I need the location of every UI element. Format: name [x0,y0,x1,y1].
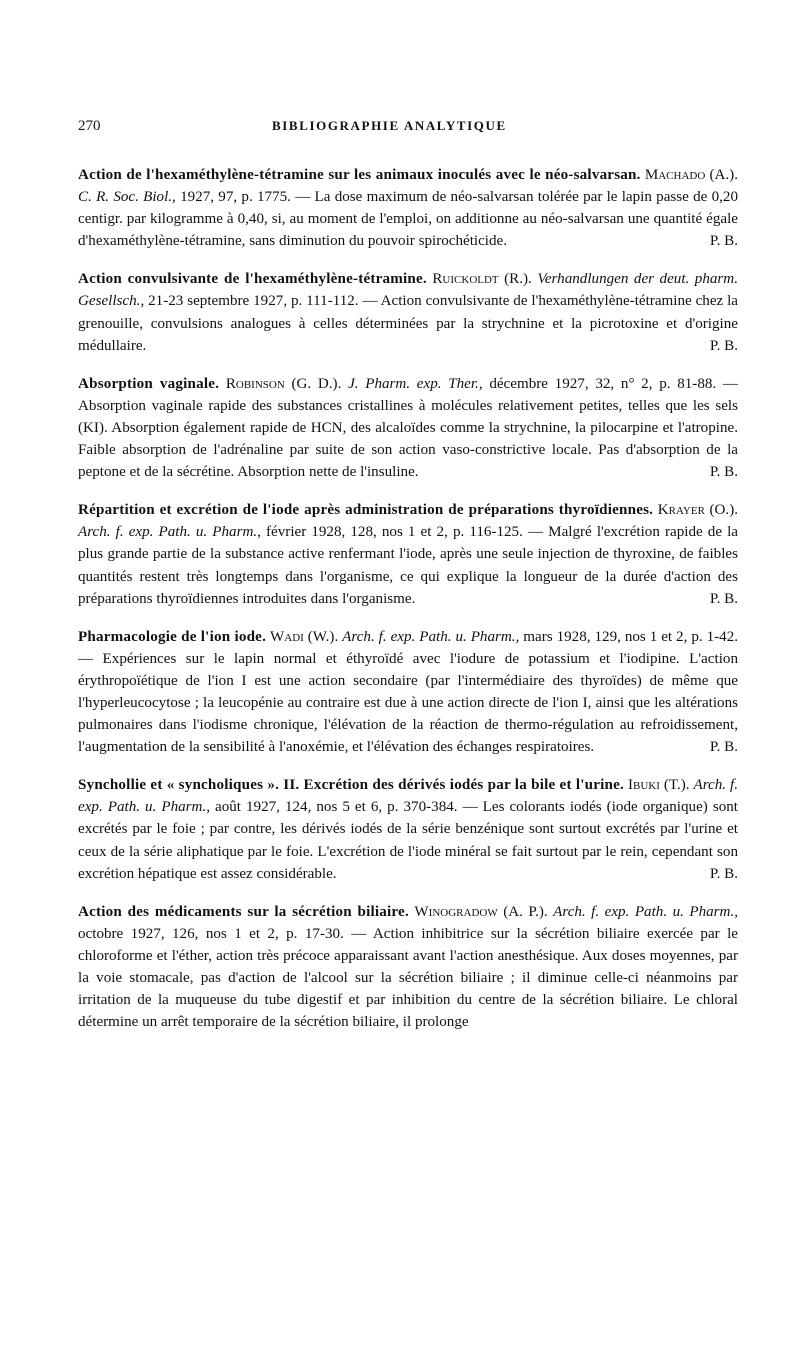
entry-journal: Arch. f. exp. Path. u. Pharm., [78,777,738,816]
entry-body: — Action convulsivante de l'hexaméthylène-tétramine chez la grenouille, convulsions analogues à celles déterminées par la strychnine et la picrotoxine et d'origine médullaire. [78,293,739,354]
entry-journal: J. Pharm. exp. Ther., [348,375,483,392]
entry-citation: août 1927, 124, nos 5 et 6, p. 370-384. [215,799,458,816]
entry-journal: C. R. Soc. Biol., [78,189,176,206]
entry-title: Action de l'hexaméthylène-tétramine sur les animaux inoculés avec le néo-salvarsan. [78,167,641,183]
bibliography-entry [78,626,738,759]
entry-title: Synchollie et « syncholiques ». II. Excrétion des dérivés iodés par la bile et l'urine. [78,777,624,794]
entry-signature: P. B. [709,464,738,481]
entry-body: — Malgré l'excrétion rapide de la plus grande partie de la substance active renfermant l'iode, après une seule injection de thyroxine, de faibles quantités restent très longtemps dans l'organisme, ce qui explique la longueur de la durée d'action des préparations thyroïdiennes introduites dans l'organisme. [78,524,738,607]
entry-author: Robinson (G. D.). [225,375,342,392]
bibliography-entry [78,499,738,609]
entry-signature: P. B. [709,865,738,882]
entry-signature: P. B. [709,337,738,354]
entry-citation: mars 1928, 129, nos 1 et 2, p. 1-42. [523,628,739,645]
entry-body: — Absorption vaginale rapide des substances cristallines à molécules relativement petites, telles que les sels (KI). Absorption également rapide de HCN, des alcaloïdes comme la strychnine, la pilocarpine et l'atropine. Faible absorption de l'adrénaline par suite de son action vaso-constrictive locale. Pas d'absorption de la peptone et de la sécrétine. Absorption nette de l'insuline. [78,375,738,481]
entry-author: Machado (A.). [644,167,738,183]
entry-title: Absorption vaginale. [78,375,220,392]
entry-signature: P. B. [709,739,738,756]
bibliography-entry [78,373,738,483]
entry-journal: Arch. f. exp. Path. u. Pharm., [342,628,520,645]
entry-author: Winogradow (A. P.). [414,903,548,920]
entry-author: Wadi (W.). [270,628,339,645]
bibliography-entry [78,164,738,252]
page-header [78,118,738,148]
entry-citation: octobre 1927, 126, nos 1 et 2, p. 17-30. [78,925,344,942]
entry-author: Ibuki (T.). [627,777,690,794]
bibliography-entry [78,901,738,1034]
entry-citation: décembre 1927, 32, n° 2, p. 81-88. [489,375,717,392]
entry-citation: février 1928, 128, nos 1 et 2, p. 116-125. [266,524,523,541]
entry-author: Ruickoldt (R.). [432,271,532,288]
entry-title: Répartition et excrétion de l'iode après administration de préparations thyroïdiennes. [78,502,654,519]
entry-title: Action des médicaments sur la sécrétion biliaire. [78,903,409,920]
entry-citation: 21-23 septembre 1927, p. 111-112. [148,293,359,310]
entry-body: — Expériences sur le lapin normal et éthyroïdé avec l'iodure de potassium et l'iodipine. L'action érythropoïétique de l'ion I est une action secondaire (par l'intermédiaire des thyroïdes) de même que l'hyperleucocytose ; la leucopénie au contraire est due à une action directe de l'ion I, ainsi que les altérations pulmonaires dans l'iodisme chronique, l'élévation de la réaction de thermo-régulation au refroidissement, l'augmentation de la sensibilité à l'anoxémie, et l'élévation des échanges respiratoires. [78,650,738,756]
entry-signature: P. B. [709,590,738,607]
running-title: BIBLIOGRAPHIE ANALYTIQUE [272,118,507,133]
entry-body: — Les colorants iodés (iode organique) sont excrétés par le foie ; par contre, les dérivés iodés de la série benzénique sont surtout excrétés par l'urine et ceux de la série aliphatique par le foie. L'excrétion de l'iode minéral se fait surtout par le rein, cependant son excrétion hépatique est assez considérable. [78,799,738,882]
entry-body: — Action inhibitrice sur la sécrétion biliaire exercée par le chloroforme et l'éther, action très précoce apparaissant avant l'action anesthésique. Aux doses moyennes, par la voie stomacale, pas d'action de l'alcool sur la sécrétion biliaire ; il diminue celle-ci néanmoins par irritation de la muqueuse du tube digestif et par inhibition du centre de la sécrétion biliaire. Le chloral détermine un arrêt temporaire de la sécrétion biliaire, il prolonge [78,925,738,1031]
entry-citation: 1927, 97, p. 1775. [180,189,291,206]
entry-signature: P. B. [709,233,738,250]
entry-journal: Verhandlungen der deut. pharm. Gesellsch., [78,271,738,310]
document-page [78,118,738,1033]
entry-body: — La dose maximum de néo-salvarsan tolérée par le lapin passe de 0,20 centigr. par kilogramme à 0,40, si, au moment de l'emploi, on additionne au néo-salvarsan une quantité égale d'hexaméthylène-tétramine, sans diminution du pouvoir spirochéticide. [78,189,738,250]
entry-journal: Arch. f. exp. Path. u. Pharm., [553,903,739,920]
entry-title: Pharmacologie de l'ion iode. [78,628,267,645]
entry-author: Krayer (O.). [657,502,738,519]
entry-title: Action convulsivante de l'hexaméthylène-tétramine. [78,271,427,288]
page-number: 270 [78,118,101,134]
bibliography-entry [78,774,738,884]
entry-journal: Arch. f. exp. Path. u. Pharm., [78,524,261,541]
bibliography-entry [78,268,738,356]
